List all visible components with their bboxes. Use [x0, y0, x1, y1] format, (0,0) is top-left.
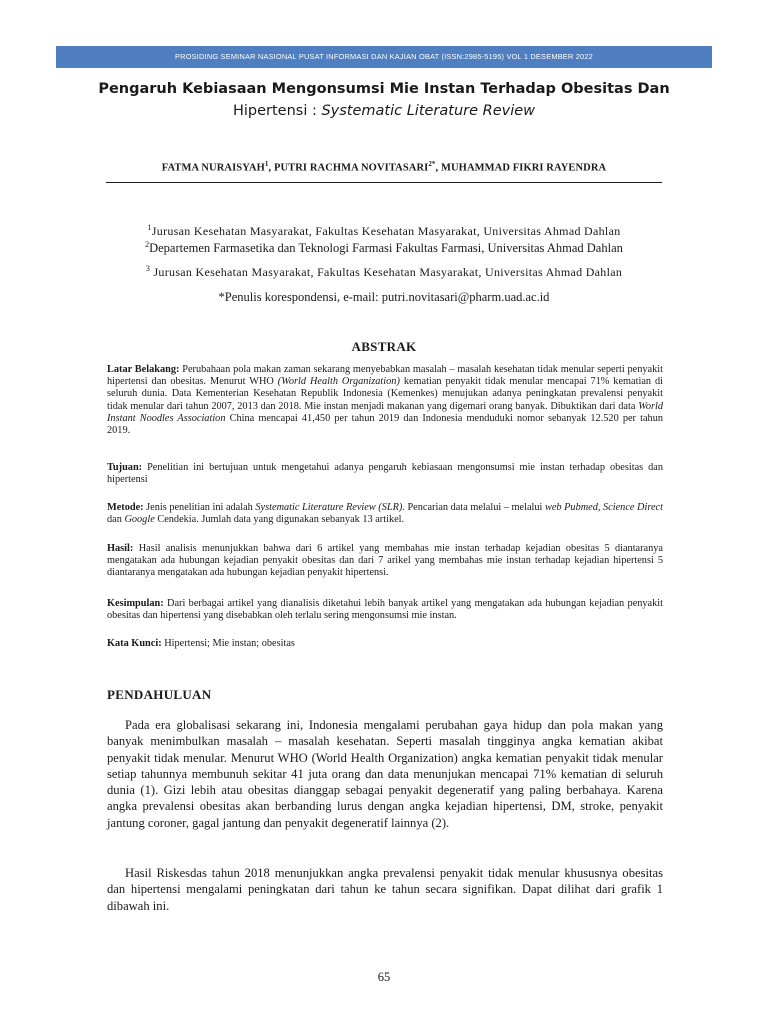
abstract-background-label: Latar Belakang: — [107, 364, 180, 375]
abstract-method — [107, 502, 663, 526]
abstract-objective — [107, 462, 663, 486]
abstract-keywords — [107, 638, 663, 650]
abstract-method-text: Pencarian data melalui – melalui — [404, 502, 545, 513]
author-2: PUTRI RACHMA NOVITASARI — [273, 162, 429, 174]
author-separator: , — [435, 162, 441, 174]
abstract-method-italic: Google — [124, 514, 155, 526]
affiliation-2-sup: 2 — [145, 240, 150, 249]
affiliation-3 — [56, 264, 712, 280]
title-line-1: Pengaruh Kebiasaan Mengonsumsi Mie Instan Terhadap Obesitas Dan — [98, 81, 670, 97]
abstract-method-italic: Systematic Literature Review (SLR). — [255, 502, 405, 513]
abstract-conclusion-label: Kesimpulan: — [107, 598, 164, 609]
abstract-results-label: Hasil: — [107, 543, 134, 554]
author-separator: , — [268, 162, 274, 174]
introduction-paragraph-1: Pada era globalisasi sekarang ini, Indonesia mengalami perubahan gaya hidup dan pola makan yang banyak menimbulkan masalah – masalah kesehatan. Seperti masalah tingginya angka kematian akibat penyakit tidak menular. Menurut WHO (World Health Organization) angka kematian penyakit tidak menular setiap tahunnya membunuh sekitar 41 juta orang dan data menunjukan mencapai 71% kematian di seluruh dunia (1). Gizi lebih atau obesitas dianggap sebagai penyakit degeneratif yang paling berbahaya. Karena angka prevalensi obesitas akan berbanding lurus dengan angka kejadian hipertensi, DM, stroke, penyakit jantung coroner, gagal jantung dan penyakit degeneratif lainnya (2). — [107, 718, 663, 830]
author-1-sup: 1 — [264, 160, 269, 168]
introduction-heading: PENDAHULUAN — [107, 687, 212, 702]
page-number: 65 — [377, 970, 391, 984]
paper-title — [56, 78, 712, 122]
abstract-objective-text: Penelitian ini bertujuan untuk mengetahui adanya pengaruh kebiasaan mengonsumsi mie instan terhadap obesitas dan hipertensi — [107, 462, 663, 486]
abstract-conclusion-text: Dari berbagai artikel yang dianalisis diketahui lebih banyak artikel yang mengatakan ada hubungan kejadian penyakit obesitas dan hipertensi yang disebabkan oleh terlalu sering mengonsumsi mie instan. — [107, 598, 663, 622]
abstract-method-italic: web Pubmed, Science Direct — [544, 502, 663, 513]
affiliation-2-text: Departemen Farmasetika dan Teknologi Farmasi Fakultas Farmasi, Universitas Ahmad Dahlan — [149, 241, 623, 256]
corresponding-email: *Penulis korespondensi, e-mail: putri.novitasari@pharm.uad.ac.id — [218, 290, 550, 304]
affiliation-1-text: Jurusan Kesehatan Masyarakat, Fakultas Kesehatan Masyarakat, Universitas Ahmad Dahlan — [151, 224, 621, 238]
journal-banner: PROSIDING SEMINAR NASIONAL PUSAT INFORMASI DAN KAJIAN OBAT (ISSN:2985-5195) VOL 1 DESEMBER 2022 — [56, 46, 712, 68]
affiliation-3-text: Jurusan Kesehatan Masyarakat, Fakultas Kesehatan Masyarakat, Universitas Ahmad Dahlan — [150, 265, 623, 279]
abstract-keywords-text: Hipertensi; Mie instan; obesitas — [161, 638, 295, 649]
affiliation-3-sup: 3 — [145, 264, 151, 273]
abstract-background-text: China mencapai 41,450 per tahun 2019 dan Indonesia menduduki nomor sebanyak 12.520 per tahun 2019. — [107, 412, 663, 437]
abstract-background — [107, 364, 663, 437]
introduction-paragraph-2: Hasil Riskesdas tahun 2018 menunjukkan angka prevalensi penyakit tidak menular khususnya obesitas dan hipertensi mengalami peningkatan dari tahun ke tahun secara signifikan. Dapat dilihat dari grafik 1 dibawah ini. — [107, 866, 663, 913]
author-divider — [106, 182, 662, 183]
abstract-method-label: Metode: — [107, 502, 144, 513]
author-3: MUHAMMAD FIKRI RAYENDRA — [440, 162, 607, 174]
abstract-method-text: dan — [107, 514, 125, 526]
title-line-2 — [56, 100, 712, 122]
abstract-background-text: kematian penyakit tidak menular mencapai 71% kematian di seluruh dunia. Data Kementerian Kesehatan Republik Indonesia (Kemenkes) menujukan adanya peningkatan prevalensi penyakit tidak menular dari tahun 2007, 2013 dan 2018. Mie instan menjadi makanan yang digemari orang banyak. Dibuktikan dari data — [107, 376, 663, 412]
title-line-2-prefix: Hipertensi : — [232, 103, 322, 119]
author-1: FATMA NURAISYAH — [161, 162, 265, 174]
abstract-method-text: Cendekia. Jumlah data yang digunakan sebanyak 13 artikel. — [154, 514, 405, 526]
affiliation-1-sup: 1 — [147, 223, 152, 232]
abstract-results-text: Hasil analisis menunjukkan bahwa dari 6 artikel yang membahas mie instan terhadap kejadian obesitas 5 diantaranya mengatakan ada hubungan kejadian penyakit obesitas dan dari 7 arikel yang membahas mie instan terhadap kejadian hipertensi 5 diantaranya mengatakan ada hubungan kejadian penyakit hipertensi. — [107, 543, 663, 579]
author-2-sup: 2* — [428, 160, 436, 168]
abstract-background-italic: World Instant Noodles Association — [107, 400, 663, 424]
abstract-conclusion — [107, 598, 663, 622]
abstract-background-text: Perubahaan pola makan zaman sekarang menyebabkan masalah – masalah kesehatan tidak menular seperti penyakit hipertensi dan obesitas. Menurut WHO — [107, 364, 663, 388]
abstract-background-italic: (World Health Organization) — [277, 376, 400, 388]
affiliation-1 — [56, 223, 712, 239]
abstract-objective-label: Tujuan: — [107, 462, 143, 473]
affiliation-2 — [56, 240, 712, 256]
abstract-results — [107, 543, 663, 580]
title-line-2-italic: Systematic Literature Review — [321, 103, 536, 119]
abstract-heading: ABSTRAK — [351, 339, 417, 354]
author-list — [56, 160, 712, 174]
abstract-keywords-label: Kata Kunci: — [107, 638, 162, 649]
abstract-method-text: Jenis penelitian ini adalah — [143, 502, 256, 513]
